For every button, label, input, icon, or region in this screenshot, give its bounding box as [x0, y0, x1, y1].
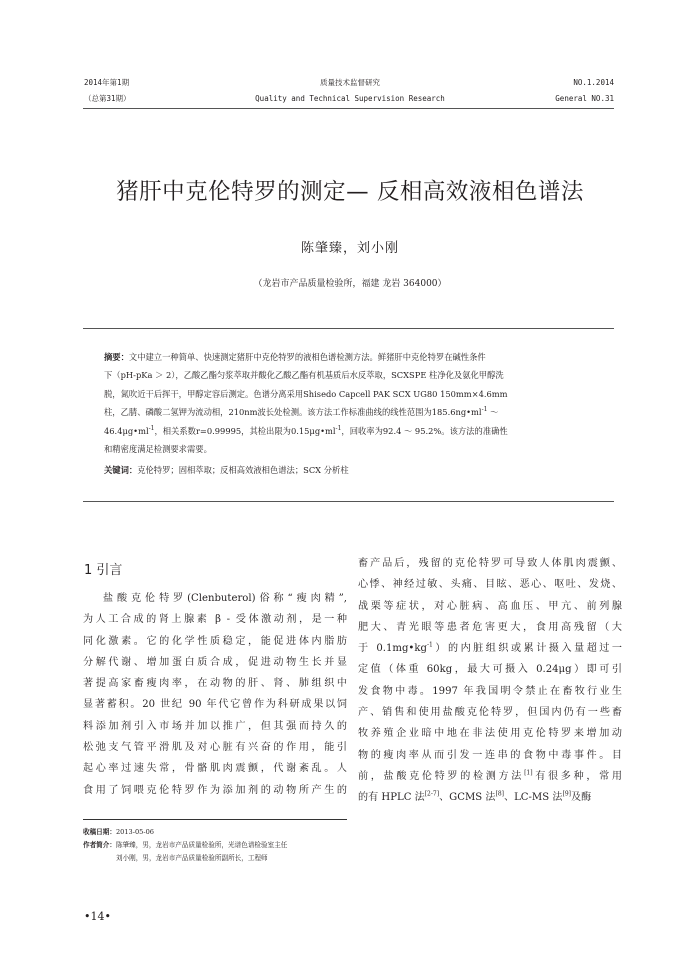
body-text: 前，盐酸克伦特罗的检测方法	[358, 770, 525, 782]
body-line: 心悸、神经过敏、头痛、目眩、恶心、呕吐、发烧、	[358, 579, 622, 591]
keywords	[104, 462, 594, 478]
body-line	[358, 766, 622, 787]
journal-number: NO.1.2014	[573, 78, 614, 87]
footnote	[83, 826, 383, 865]
journal-issue: 2014年第1期	[84, 78, 130, 87]
received-date: 2013-05-06	[115, 828, 154, 836]
abstract	[104, 348, 594, 458]
body-line: 发食物中毒。1997 年我国明令禁止在畜牧行业生	[358, 685, 622, 697]
abstract-line: 柱，乙腈、磷酸二氢钾为流动相，210nm波长处检测。该方法工作标准曲线的线性范围为185.6ng•ml	[104, 407, 482, 418]
paper-authors: 陈肇臻，刘小刚	[300, 241, 399, 256]
citation-ref: [1]	[524, 769, 533, 777]
body-line: 食用了饲喂克伦特罗作为添加剂的动物所产生的	[83, 784, 347, 796]
superscript: -1	[335, 424, 342, 432]
body-line: 物的瘦肉率从而引发一连串的食物中毒事件。目	[358, 749, 622, 761]
abstract-line: ，相关系数r=0.99995，其检出限为0.15μg•ml	[154, 425, 336, 436]
body-text: 于 0.1mg•kg	[358, 643, 427, 655]
superscript: -1	[426, 641, 433, 649]
body-line: 盐酸克伦特罗(Clenbuterol)俗称“瘦肉精”,	[103, 593, 347, 604]
abstract-top-rule	[83, 328, 614, 329]
body-line: 为人工合成的肾上腺素 β - 受体激动剂，是一种	[83, 614, 347, 626]
citation-ref: [8]	[495, 790, 504, 798]
body-line: 松弛支气管平滑肌及对心脏有兴奋的作用，能引	[83, 742, 347, 754]
abstract-line: 46.4μg•ml	[104, 425, 149, 436]
author-info-label: 作者简介：	[83, 841, 116, 849]
abstract-line: 文中建立一种简单、快速测定猪肝中克伦特罗的液相色谱检测方法。鲜猪肝中克伦特罗在碱性条件	[128, 352, 486, 362]
journal-name-cn: 质量技术监督研究	[320, 78, 380, 87]
body-line	[358, 638, 622, 659]
section-heading: 1 引言	[84, 563, 123, 578]
paper-affiliation: （龙岩市产品质量检验所，福建 龙岩 364000）	[253, 279, 447, 289]
body-line: 同化激素。它的化学性质稳定，能促进体内脂肪	[83, 635, 347, 647]
body-line: 起心率过速失常，骨骼肌肉震颤，代谢紊乱。人	[83, 763, 347, 775]
body-text: ）的内脏组织或累计摄入量超过一	[432, 643, 622, 655]
body-line: 产、销售和使用盐酸克伦特罗，但国内仍有一些畜	[358, 707, 622, 719]
abstract-line: ，回收率为92.4 ～ 95.2%。该方法的准确性	[341, 425, 508, 436]
body-line	[358, 787, 622, 808]
body-text: 有很多种，常用	[532, 770, 622, 782]
citation-ref: [2-7]	[424, 790, 440, 798]
abstract-bottom-rule	[83, 501, 614, 502]
body-line: 战栗等症状，对心脏病、高血压、甲亢、前列腺	[358, 600, 622, 612]
received-label: 收稿日期：	[83, 828, 116, 836]
body-line: 定值（体重 60kg，最大可摄入 0.24μg）即可引	[358, 664, 622, 676]
abstract-line: 脱，氮吹近干后挥干，甲醇定容后测定。色谱分离采用Shisedo Capcell PAK SCX UG80 150mm×4.6mm	[104, 388, 508, 399]
page-number: •14•	[84, 910, 111, 923]
citation-ref: [9]	[562, 790, 571, 798]
body-text: 、GCMS 法	[439, 792, 496, 804]
body-text: 、LC-MS 法	[504, 792, 563, 804]
abstract-label: 摘要：	[104, 352, 129, 362]
author-info: 陈肇臻，男，龙岩市产品质量检验所，光谱色谱检验室主任	[115, 841, 288, 849]
superscript: -1	[481, 406, 488, 414]
body-text: 及酶	[570, 792, 592, 804]
superscript: -1	[148, 424, 155, 432]
body-line: 畜产品后，残留的克伦特罗可导致人体肌肉震颤、	[358, 558, 622, 569]
body-line: 牧养殖企业暗中地在非法使用克伦特罗来增加动	[358, 728, 622, 740]
tilde: ～	[490, 407, 499, 418]
journal-name-en: Quality and Technical Supervision Research	[255, 94, 445, 103]
abstract-line: 和精密度满足检测要求需要。	[104, 444, 212, 455]
body-line: 显著蓄积。20 世纪 90 年代它曾作为科研成果以饲	[83, 699, 347, 711]
body-line: 肥大、青光眼等患者危害更大，食用高残留（大	[358, 621, 622, 633]
footnote-rule	[83, 819, 347, 820]
body-text: 的有 HPLC 法	[358, 792, 425, 804]
abstract-line: 下（pH-pKa ＞ 2），乙酸乙酯匀浆萃取并酸化乙酸乙酯有机基质后水反萃取，SCXSPE 柱净化及氨化甲醇洗	[104, 370, 504, 381]
body-line: 著提高家畜瘦肉率，在动物的肝、肾、肺组织中	[83, 678, 347, 690]
header-rule	[83, 108, 614, 109]
keywords-text: 克伦特罗；固相萃取；反相高效液相色谱法；SCX 分析柱	[137, 465, 349, 475]
journal-total-issue: （总第31期）	[84, 94, 131, 103]
author-info: 刘小刚，男，龙岩市产品质量检验所副所长，工程师	[116, 854, 268, 862]
right-column	[358, 553, 622, 809]
body-line: 分解代谢、增加蛋白质合成，促进动物生长并显	[83, 656, 347, 668]
left-column	[83, 588, 347, 801]
journal-general-number: General NO.31	[555, 94, 614, 103]
paper-title: 猪肝中克伦特罗的测定— 反相高效液相色谱法	[116, 179, 584, 205]
keywords-label: 关键词：	[104, 465, 138, 475]
body-line: 料添加剂引入市场并加以推广，但其强而持久的	[83, 720, 347, 732]
